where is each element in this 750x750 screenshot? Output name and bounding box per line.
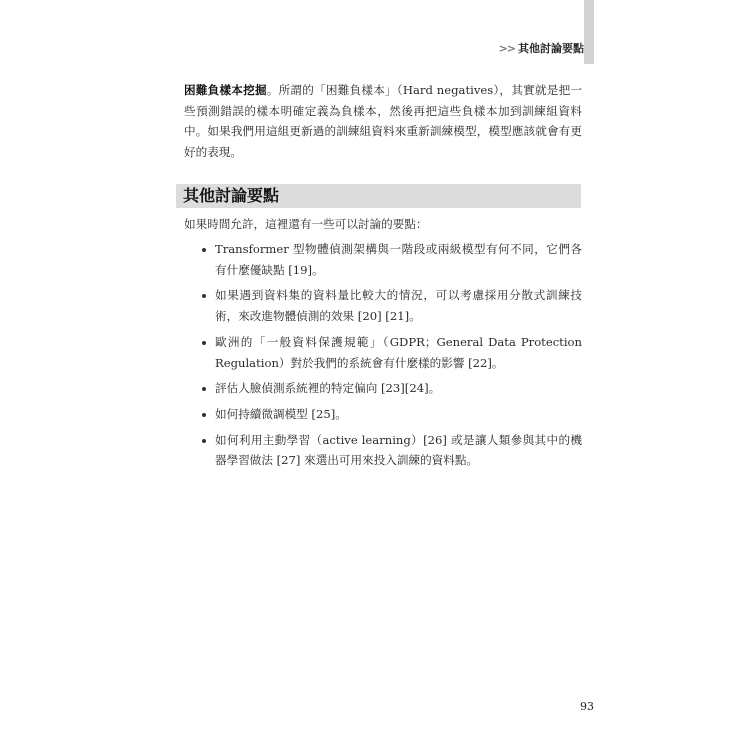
list-item: [184, 239, 582, 280]
list-item-text: 歐洲的「一般資料保護規範」（GDPR；General Data Protection Regulation）對於我們的系統會有什麼樣的影響 [22]。: [215, 334, 582, 370]
hard-negative-text: 。所謂的「困難負樣本」（Hard negatives），其實就是把一些預測錯誤的樣本明確定義為負樣本，然後再把這些負樣本加到訓練組資料中。如果我們用這組更新過的訓練組資料來重新訓練模型，模型應該就會有更好的表現。: [184, 83, 582, 160]
bullet-icon: [202, 387, 206, 391]
hard-negative-paragraph: [184, 80, 582, 163]
list-item-text: 如何利用主動學習（active learning）[26] 或是讓人類參與其中的機器學習做法 [27] 來選出可用來投入訓練的資料點。: [215, 432, 582, 468]
list-item: [184, 430, 582, 471]
section-heading: 其他討論要點: [183, 186, 280, 205]
page-number: 93: [580, 700, 594, 713]
bullet-icon: [202, 294, 206, 298]
chevron-icon: >>: [498, 42, 515, 55]
bullet-icon: [202, 413, 206, 417]
bullet-icon: [202, 341, 206, 345]
running-head-title: 其他討論要點: [518, 42, 584, 55]
hard-negative-term: 困難負樣本挖掘: [184, 83, 267, 97]
discussion-points-list: [184, 239, 582, 476]
list-item-text: 如何持續微調模型 [25]。: [215, 406, 347, 421]
list-item-text: Transformer 型物體偵測架構與一階段或兩級模型有何不同，它們各有什麼優缺點 [19]。: [215, 242, 582, 277]
list-item: [184, 285, 582, 326]
list-item: [184, 378, 582, 399]
chapter-edge-tab: [584, 0, 594, 64]
section-heading-bar: [176, 184, 581, 208]
section-intro: 如果時間允許，這裡還有一些可以討論的要點：: [184, 217, 428, 231]
bullet-icon: [202, 248, 206, 252]
list-item-text: 如果遇到資料集的資料量比較大的情況，可以考慮採用分散式訓練技術，來改進物體偵測的效果 [20] [21]。: [215, 288, 582, 324]
list-item: [184, 332, 582, 373]
running-head: [499, 40, 584, 56]
list-item-text: 評估人臉偵測系統裡的特定偏向 [23][24]。: [215, 381, 441, 396]
list-item: [184, 404, 582, 425]
bullet-icon: [202, 439, 206, 443]
